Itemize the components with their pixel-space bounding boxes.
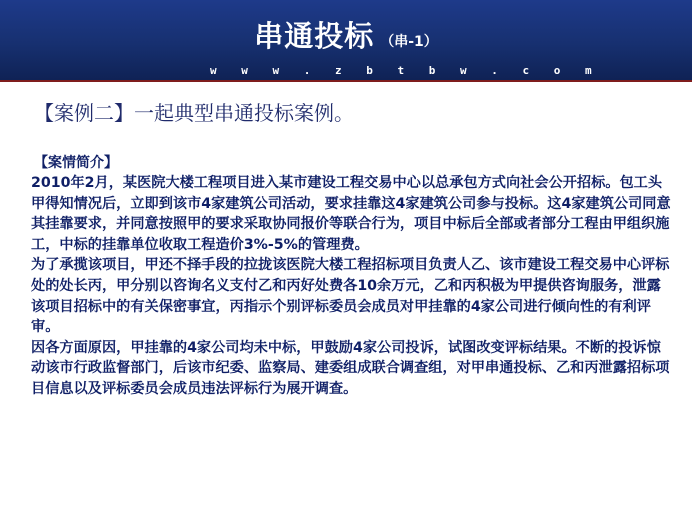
section-label: 【案情简介】	[34, 155, 118, 171]
title-row	[0, 14, 692, 55]
title-banner	[0, 0, 692, 82]
paragraph-1: 2010年2月，某医院大楼工程项目进入某市建设工程交易中心以总承包方式向社会公开招标。包工头甲得知情况后，立即到该市4家建筑公司活动，要求挂靠这4家建筑公司参与投标。这4家建筑公司同意其挂靠要求，并同意按照甲的要求采取协同报价等联合行为，项目中标后全部或者部分工程由甲组织施工，中标的挂靠单位收取工程造价3%-5%的管理费。	[31, 175, 671, 253]
paragraph-3: 因各方面原因，甲挂靠的4家公司均未中标，甲鼓励4家公司投诉，试图改变评标结果。不断的投诉惊动该市行政监督部门，后该市纪委、监察局、建委组成联合调查组，对甲串通投标、乙和丙泄露招标项目信息以及评标委员会成员违法评标行为展开调查。	[31, 339, 670, 397]
site-url: w w w . z b t b w . c o m	[210, 64, 601, 77]
case-body	[31, 173, 671, 400]
page-title: 串通投标	[254, 19, 375, 53]
page-subtitle: （串-1）	[380, 34, 438, 50]
paragraph-2: 为了承揽该项目，甲还不择手段的拉拢该医院大楼工程招标项目负责人乙、该市建设工程交易中心评标处的处长丙，甲分别以咨询名义支付乙和丙好处费各10余万元，乙和丙积极为甲提供咨询服务，泄露该项目招标中的有关保密事宜，丙指示个别评标委员会成员对甲挂靠的4家公司进行倾向性的有利评审。	[31, 257, 670, 336]
case-heading: 【案例二】一起典型串通投标案例。	[34, 101, 354, 125]
